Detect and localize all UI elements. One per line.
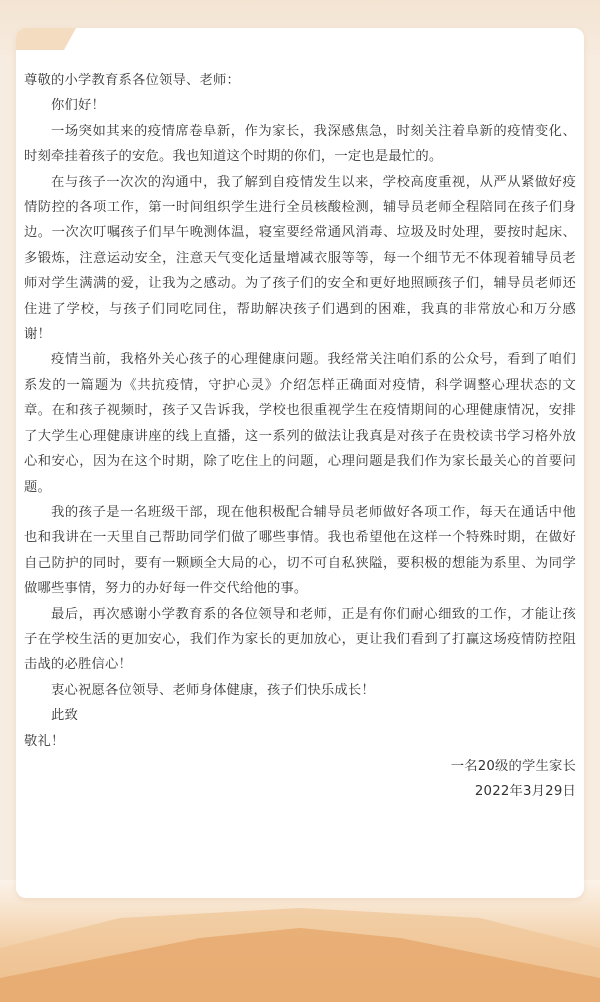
letter-signature: 一名20级的学生家长 [450,758,576,774]
letter-paragraph: 我的孩子是一名班级干部，现在他积极配合辅导员老师做好各项工作，每天在通话中他也和我讲在一天里自己帮助同学们做了哪些事情。我也希望他在这样一个特殊时期，在做好自己防护的同时，要有一颗顾全大局的心，切不可自私狭隘，要积极的想能为系里、为同学做哪些事情，努力的办好每一件交代给他的事。 [24,504,576,597]
letter-paragraph: 疫情当前，我格外关心孩子的心理健康问题。我经常关注咱们系的公众号，看到了咱们系发的一篇题为《共抗疫情，守护心灵》介绍怎样正确面对疫情，科学调整心理状态的文章。在和孩子视频时，孩子又告诉我，学校也很重视学生在疫情期间的心理健康情况，安排了大学生心理健康讲座的线上直播，这一系列的做法让我真是对孩子在贵校读书学习格外放心和安心，因为在这个时期，除了吃住上的问题，心理问题是我们作为家长最关心的首要问题。 [24,352,576,495]
letter-greeting: 你们好！ [51,98,105,114]
letter-paragraph: 衷心祝愿各位领导、老师身体健康，孩子们快乐成长！ [51,682,375,698]
bottom-decoration [0,908,600,1002]
letter-closing: 此致 [51,708,78,724]
letter-paragraph: 一场突如其来的疫情席卷阜新，作为家长，我深感焦急，时刻关注着阜新的疫情变化、时刻牵挂着孩子的安危。我也知道这个时期的你们，一定也是最忙的。 [24,123,576,165]
letter-paragraph: 在与孩子一次次的沟通中，我了解到自疫情发生以来，学校高度重视，从严从紧做好疫情防控的各项工作，第一时间组织学生进行全员核酸检测，辅导员老师全程陪同在孩子们身边。一次次叮嘱孩子们早午晚测体温，寝室要经常通风消毒、垃圾及时处理，要按时起床、多锻炼，注意运动安全，注意天气变化适量增减衣服等等，每一个细节无不体现着辅导员老师对学生满满的爱，让我为之感动。为了孩子们的安全和更好地照顾孩子们，辅导员老师还住进了学校，与孩子们同吃同住，帮助解决孩子们遇到的困难，我真的非常放心和万分感谢！ [24,174,576,343]
letter-paragraph: 最后，再次感谢小学教育系的各位领导和老师，正是有你们耐心细致的工作，才能让孩子在学校生活的更加安心，我们作为家长的更加放心，更让我们看到了打赢这场疫情防控阻击战的必胜信心！ [24,606,576,673]
letter-date: 2022年3月29日 [474,784,576,800]
letter-body [24,68,576,805]
letter-salutation: 尊敬的小学教育系各位领导、老师： [24,73,240,88]
letter-regards: 敬礼！ [24,733,65,749]
